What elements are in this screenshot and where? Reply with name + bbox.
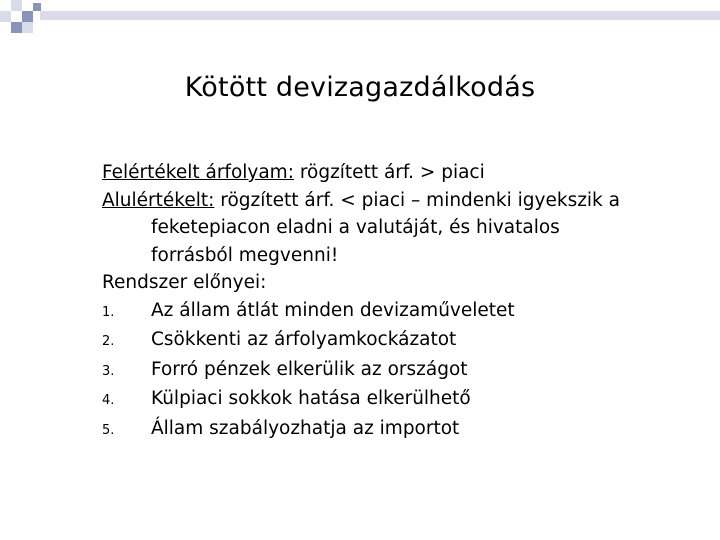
list-item: [102, 297, 702, 327]
decor-square-4: [11, 11, 22, 22]
list-item-text: Külpiaci sokkok hatása elkerülhető: [151, 388, 471, 409]
list-item-text: Állam szabályozhatja az importot: [151, 417, 460, 439]
decor-square-1: [0, 0, 11, 11]
undervalued-text: rögzített árf. < piaci – mindenki igyekszik a: [214, 189, 620, 211]
decor-square-5: [22, 11, 33, 22]
list-item-text: Forró pénzek elkerülik az országot: [151, 358, 468, 380]
decor-square-3: [0, 11, 11, 22]
decor-square-2: [11, 0, 22, 11]
overvalued-text: rögzített árf. > piaci: [293, 162, 485, 183]
decor-square-8: [33, 3, 41, 11]
list-item: [102, 415, 702, 445]
list-item-number: 2.: [102, 334, 115, 349]
list-item-number: 4.: [102, 393, 115, 408]
undervalued-continuation-1: feketepiacon eladni a valutáját, és hivatalos: [151, 217, 560, 238]
decor-square-6: [11, 22, 22, 33]
decor-header-bar: [40, 11, 720, 20]
list-item-text: Csökkenti az árfolyamkockázatot: [151, 329, 457, 350]
undervalued-continuation-2: forrásból megvenni!: [151, 244, 339, 266]
list-item-text: Az állam átlát minden devizaműveletet: [151, 299, 515, 321]
advantages-heading: Rendszer előnyei:: [102, 272, 267, 293]
list-item: [102, 326, 702, 356]
undervalued-label: Alulértékelt:: [102, 189, 215, 211]
overvalued-line: [102, 159, 702, 187]
undervalued-line: [102, 187, 702, 215]
list-item-number: 1.: [102, 304, 115, 320]
overvalued-label: Felértékelt árfolyam:: [102, 162, 294, 183]
list-item-number: 3.: [102, 363, 115, 379]
slide-title: Kötött devizagazdálkodás: [184, 72, 536, 103]
decor-square-7: [22, 22, 33, 33]
list-item-number: 5.: [102, 422, 115, 438]
slide-body: [102, 159, 702, 444]
list-item: [102, 385, 702, 415]
list-item: [102, 356, 702, 386]
